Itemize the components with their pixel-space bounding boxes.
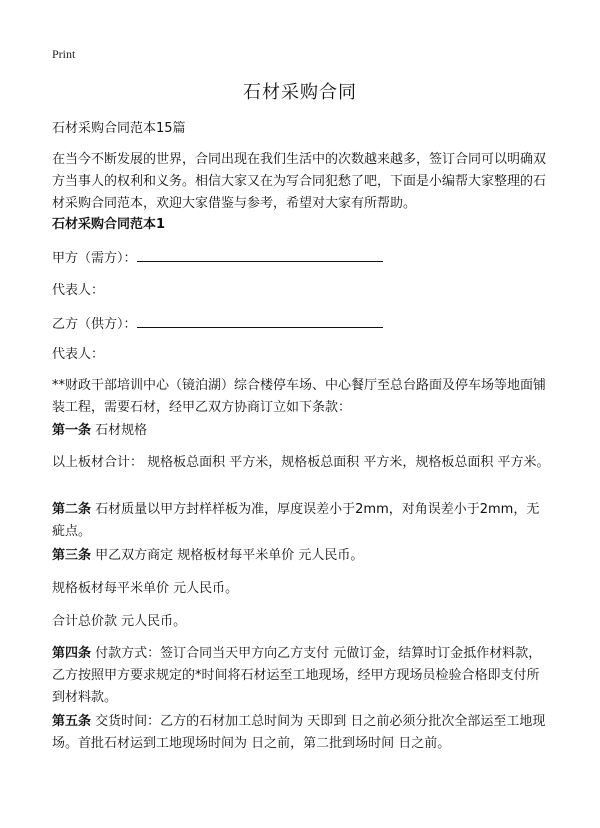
clause-5-label: 第五条 xyxy=(52,714,92,729)
clause-3 xyxy=(52,545,552,567)
print-link[interactable]: Print xyxy=(52,47,76,61)
intro-paragraph: 在当今不断发展的世界，合同出现在我们生活中的次数越来越多，签订合同可以明确双方当事人的权利和义务。相信大家又在为写合同犯愁了吧，下面是小编帮大家整理的石材采购合同范本，欢迎大家借鉴与参考，希望对大家有所帮助。 xyxy=(52,152,547,211)
party-b-blank xyxy=(137,313,383,328)
clause-3-text: 甲乙双方商定 规格板材每平米单价 元人民币。 xyxy=(91,548,364,563)
party-a-blank xyxy=(137,247,383,262)
party-b-label: 乙方（供方）： xyxy=(52,317,137,332)
party-a-row xyxy=(52,247,552,270)
clause-4-label: 第四条 xyxy=(52,646,92,661)
clause-2-label: 第二条 xyxy=(52,502,92,517)
clause-2 xyxy=(52,499,552,543)
clause-5-text: 交货时间：乙方的石材加工总时间为 天即到 日之前必须分批次全部运至工地现场。首批石材运到工地现场时间为 日之前，第二批到场时间 日之前。 xyxy=(52,714,546,751)
clause-2-text: 石材质量以甲方封样样板为准，厚度误差小于2mm，对角误差小于2mm，无疵点。 xyxy=(52,502,540,539)
clause-1-label: 第一条 xyxy=(52,423,92,438)
party-b-row xyxy=(52,313,552,336)
preamble-paragraph: **财政干部培训中心（镜泊湖）综合楼停车场、中心餐厅至总台路面及停车场等地面铺装工程，需要石材，经甲乙双方协商订立如下条款： xyxy=(52,378,547,415)
clause-4-text: 付款方式：签订合同当天甲方向乙方支付 元做订金，结算时订金抵作材料款，乙方按照甲方要求规定的*时间将石材运至工地现场，经甲方现场员检验合格即支付所到材料款。 xyxy=(52,646,542,705)
party-a-label: 甲方（需方）： xyxy=(52,251,137,266)
subtitle: 石材采购合同范本15篇 xyxy=(52,121,186,136)
clause-3-line-3: 合计总价款 元人民币。 xyxy=(52,614,187,629)
rep-a-label: 代表人： xyxy=(52,283,105,298)
clause-4 xyxy=(52,643,552,709)
clause-1-text: 石材规格 xyxy=(91,423,148,438)
clause-3-line-2: 规格板材每平米单价 元人民币。 xyxy=(52,581,239,596)
rep-b-label: 代表人： xyxy=(52,347,105,362)
section-heading: 石材采购合同范本1 xyxy=(52,217,166,232)
clause-5 xyxy=(52,711,552,755)
page-title: 石材采购合同 xyxy=(243,82,357,103)
clause-1 xyxy=(52,420,552,442)
clause-1-body: 以上板材合计： 规格板总面积 平方米，规格板总面积 平方米，规格板总面积 平方米。 xyxy=(52,455,550,470)
clause-3-label: 第三条 xyxy=(52,548,92,563)
